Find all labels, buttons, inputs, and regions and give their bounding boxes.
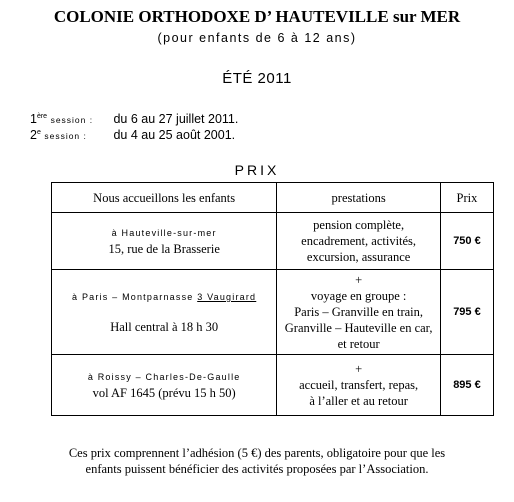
session-2 — [30, 128, 235, 142]
page-subtitle: (pour enfants de 6 à 12 ans) — [157, 31, 357, 45]
service-line: et retour — [337, 337, 380, 351]
location-cell — [52, 270, 277, 355]
location-detail: Hall central à 18 h 30 — [110, 320, 219, 334]
header-services: prestations — [277, 183, 441, 213]
footer-line: Ces prix comprennent l’adhésion (5 €) des parents, obligatoire pour que les — [68, 446, 446, 460]
price-cell: 750 € — [440, 213, 493, 270]
session-1-label: session : — [50, 115, 94, 125]
session-1-ordinal-suffix: ère — [36, 112, 48, 120]
price-cell: 895 € — [440, 355, 493, 416]
location-detail: vol AF 1645 (prévu 15 h 50) — [92, 386, 236, 400]
table-row — [52, 355, 494, 416]
service-line: excursion, assurance — [306, 250, 411, 264]
session-2-ordinal-suffix: e — [36, 128, 41, 136]
services-cell — [277, 355, 441, 416]
session-2-dates: du 4 au 25 août 2001. — [113, 128, 236, 142]
session-1-dates: du 6 au 27 juillet 2011. — [113, 112, 239, 126]
footer-note — [30, 445, 484, 477]
location-prefix: à Hauteville-sur-mer — [111, 228, 217, 238]
footer-line: enfants puissent bénéficier des activités proposées par l’Association. — [85, 462, 429, 476]
service-line: accueil, transfert, repas, — [299, 378, 419, 392]
session-2-ordinal: 2 — [30, 128, 37, 142]
page-title: COLONIE ORTHODOXE D’ HAUTEVILLE sur MER — [53, 7, 461, 26]
session-1 — [30, 112, 238, 126]
service-line: Granville – Hauteville en car, — [284, 321, 433, 335]
location-prefix: à Roissy – Charles-De-Gaulle — [87, 372, 241, 382]
location-prefix: à Paris – Montparnasse — [72, 292, 194, 302]
session-1-ordinal: 1 — [30, 112, 37, 126]
table-header-row — [52, 183, 494, 213]
service-line: Paris – Granville en train, — [294, 305, 424, 319]
price-cell: 795 € — [440, 270, 493, 355]
session-2-label: session : — [44, 131, 87, 141]
header-price: Prix — [440, 183, 493, 213]
services-cell — [277, 270, 441, 355]
price-table — [51, 182, 494, 416]
service-line: pension complète, — [313, 218, 405, 232]
location-detail: 15, rue de la Brasserie — [108, 242, 220, 256]
location-cell — [52, 355, 277, 416]
season-heading: ÉTÉ 2011 — [222, 70, 292, 87]
prix-heading: PRIX — [234, 162, 280, 178]
service-line: voyage en groupe : — [310, 289, 407, 303]
location-cell — [52, 213, 277, 270]
services-cell — [277, 213, 441, 270]
service-line: encadrement, activités, — [301, 234, 417, 248]
table-row — [52, 213, 494, 270]
service-line: + — [355, 273, 363, 287]
location-address: 3 Vaugirard — [197, 292, 257, 302]
header-location: Nous accueillons les enfants — [52, 183, 277, 213]
service-line: + — [355, 362, 363, 376]
table-row — [52, 270, 494, 355]
service-line: à l’aller et au retour — [309, 394, 408, 408]
